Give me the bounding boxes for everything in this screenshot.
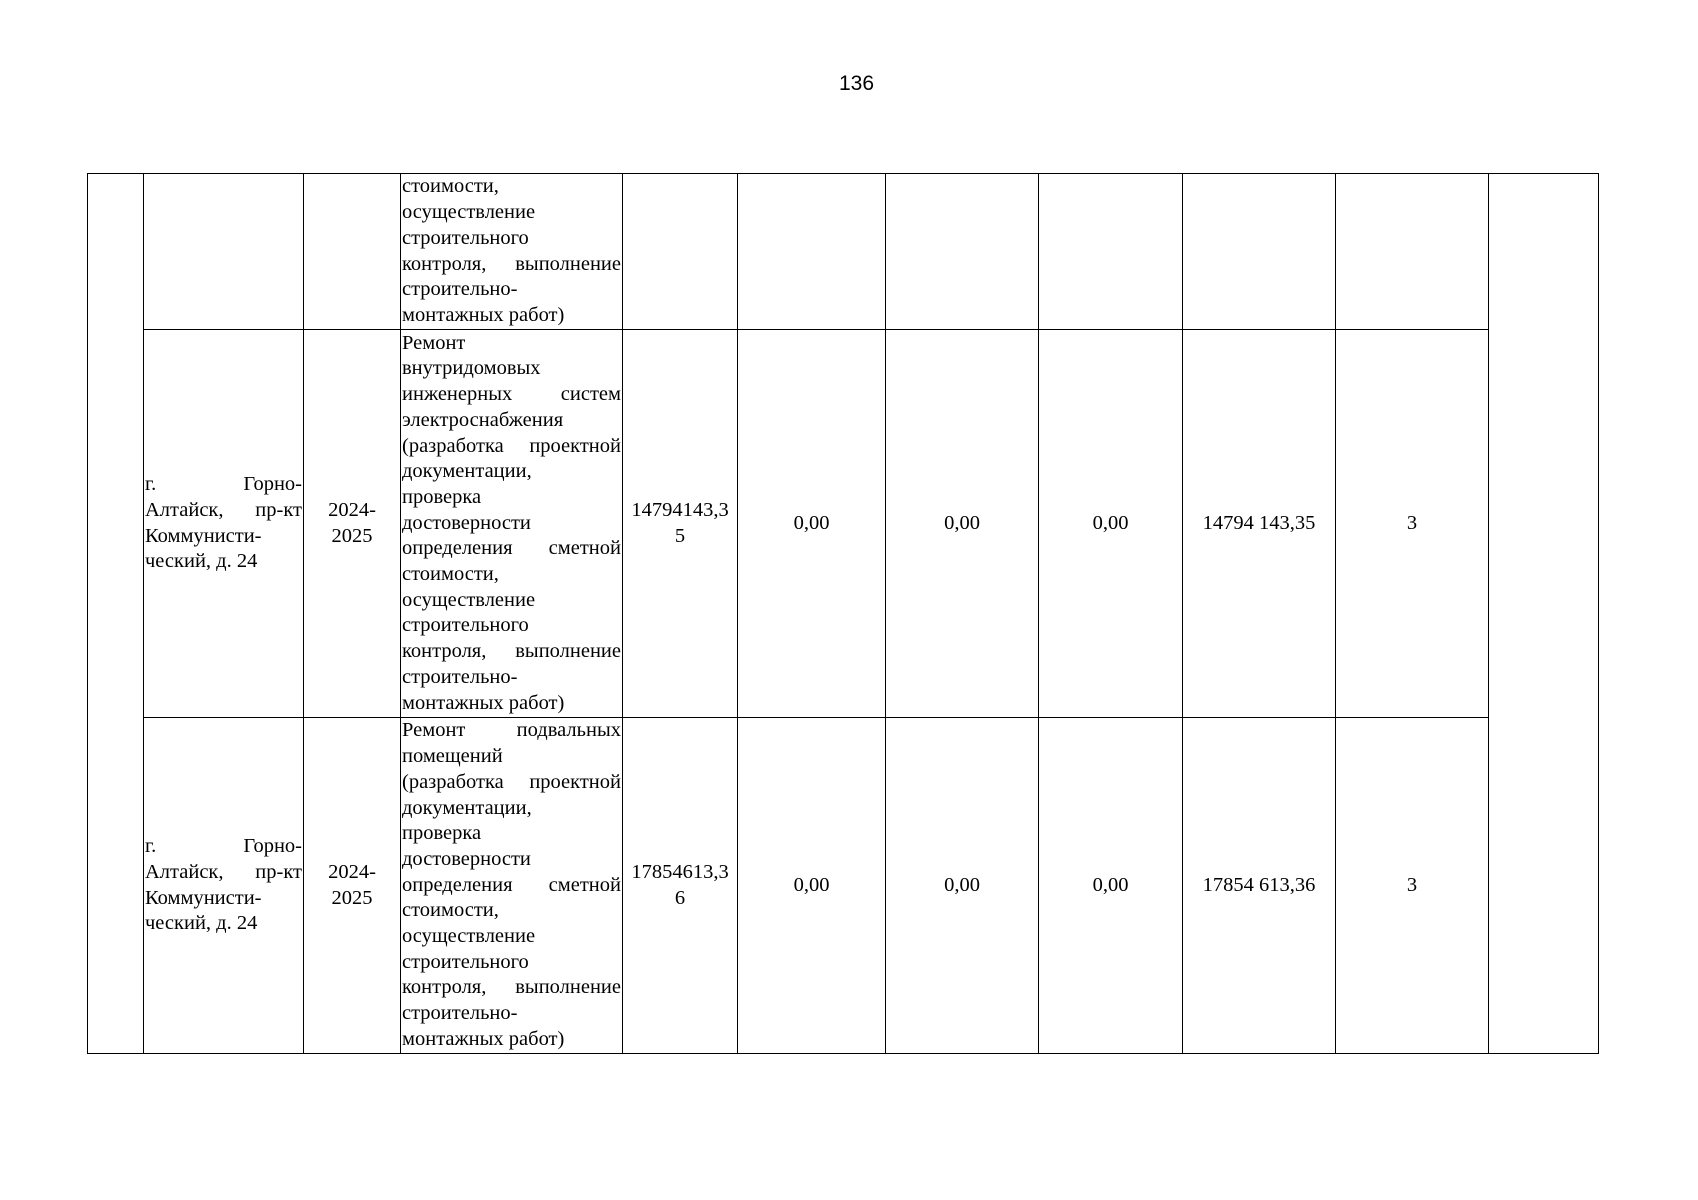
description-line: строительного <box>402 950 529 973</box>
value-cell <box>1183 174 1336 330</box>
description-line: стоимости, <box>402 175 499 198</box>
description-line: строительного <box>402 226 529 249</box>
period-cell <box>304 718 401 1054</box>
period-line: 2025 <box>331 886 373 909</box>
description-line: внутридомовых <box>402 357 541 380</box>
description-line: электроснабжения <box>402 408 564 431</box>
value-cell: 14794 143,35 <box>1183 330 1336 718</box>
description-line: (разработка проектной <box>402 770 621 793</box>
value-cell: 0,00 <box>886 330 1039 718</box>
code-cell: 3 <box>1336 718 1489 1054</box>
table-row <box>88 718 1599 1054</box>
table-row-continuation <box>88 174 1599 330</box>
description-line: контроля, выполнение <box>402 640 621 663</box>
value-cell <box>738 174 886 330</box>
total-line: 6 <box>674 886 686 909</box>
period-cell <box>304 330 401 718</box>
description-line: осуществление <box>402 201 536 224</box>
description-line: монтажных работ) <box>402 303 565 326</box>
table-row <box>88 330 1599 718</box>
period-line: 2024- <box>328 498 376 521</box>
note-cell <box>1489 174 1599 1054</box>
total-line: 5 <box>674 524 686 547</box>
description-line: монтажных работ) <box>402 691 565 714</box>
description-line: определения сметной <box>402 873 621 896</box>
value-cell: 0,00 <box>1039 330 1183 718</box>
total-cell <box>623 174 738 330</box>
description-line: проверка <box>402 822 482 845</box>
description-line: Ремонт <box>402 331 466 354</box>
total-line: 17854613,3 <box>631 860 729 883</box>
address-cell <box>144 718 304 1054</box>
value-cell: 0,00 <box>738 718 886 1054</box>
total-cell <box>623 330 738 718</box>
description-line: достоверности <box>402 847 531 870</box>
description-line: контроля, выполнение <box>402 976 621 999</box>
description-line: строительно- <box>402 1002 518 1025</box>
value-cell: 0,00 <box>886 718 1039 1054</box>
address-line: ческий, д. 24 <box>145 912 258 935</box>
period-line: 2025 <box>331 524 373 547</box>
code-cell: 3 <box>1336 330 1489 718</box>
description-cell <box>401 330 623 718</box>
value-cell <box>1039 174 1183 330</box>
description-line: стоимости, <box>402 563 499 586</box>
description-line: строительно- <box>402 665 518 688</box>
value-cell: 0,00 <box>738 330 886 718</box>
value-cell: 17854 613,36 <box>1183 718 1336 1054</box>
address-cell <box>144 174 304 330</box>
address-line: Алтайск, пр-кт <box>145 498 302 521</box>
description-line: инженерных систем <box>402 383 621 406</box>
address-line: Коммунисти- <box>145 524 262 547</box>
description-line: строительного <box>402 614 529 637</box>
work-schedule-table <box>87 173 1599 1054</box>
address-line: Алтайск, пр-кт <box>145 860 302 883</box>
description-line: (разработка проектной <box>402 434 621 457</box>
address-line: г. Горно- <box>145 473 302 496</box>
address-line: ческий, д. 24 <box>145 550 258 573</box>
description-line: осуществление <box>402 925 536 948</box>
description-line: достоверности <box>402 511 531 534</box>
value-cell <box>886 174 1039 330</box>
period-cell <box>304 174 401 330</box>
code-cell <box>1336 174 1489 330</box>
description-line: осуществление <box>402 588 536 611</box>
description-line: строительно- <box>402 278 518 301</box>
description-line: документации, <box>402 796 532 819</box>
description-line: стоимости, <box>402 899 499 922</box>
total-line: 14794143,3 <box>631 498 729 521</box>
period-line: 2024- <box>328 860 376 883</box>
description-cell <box>401 174 623 330</box>
description-line: помещений <box>402 745 503 768</box>
total-cell <box>623 718 738 1054</box>
number-cell <box>88 174 144 1054</box>
description-line: проверка <box>402 485 482 508</box>
description-line: монтажных работ) <box>402 1027 565 1050</box>
description-line: Ремонт подвальных <box>402 719 621 742</box>
description-line: документации, <box>402 460 532 483</box>
description-line: определения сметной <box>402 537 621 560</box>
address-line: г. Горно- <box>145 835 302 858</box>
address-cell <box>144 330 304 718</box>
address-line: Коммунисти- <box>145 886 262 909</box>
description-cell <box>401 718 623 1054</box>
value-cell: 0,00 <box>1039 718 1183 1054</box>
page-number: 136 <box>838 72 875 95</box>
description-line: контроля, выполнение <box>402 252 621 275</box>
